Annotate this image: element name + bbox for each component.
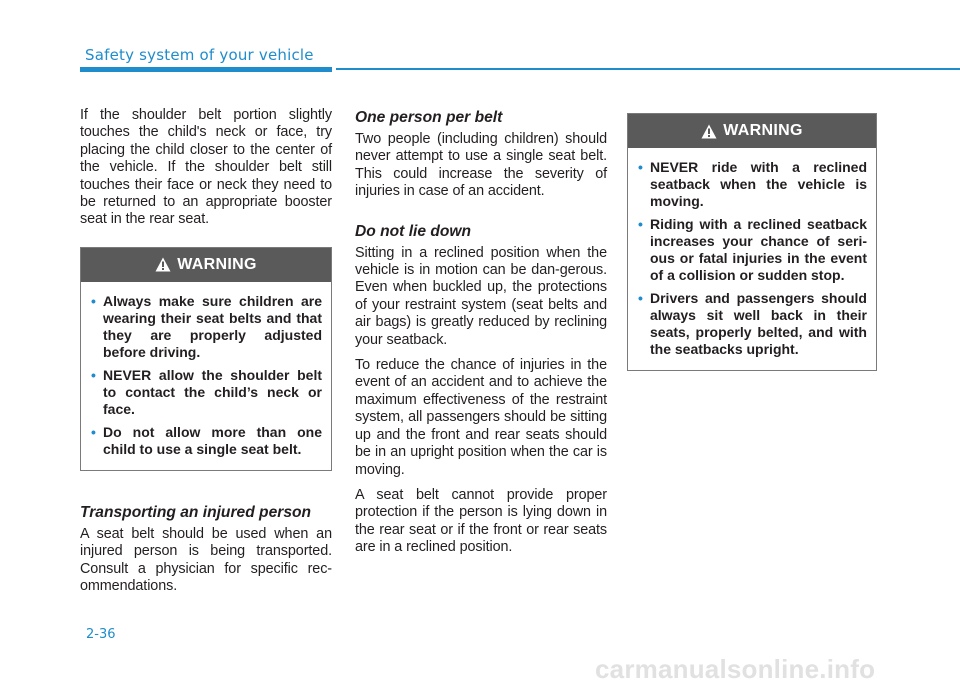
warning-item xyxy=(638,159,867,210)
header-rule-thin xyxy=(336,68,960,70)
warning-box-children xyxy=(80,247,332,471)
warning-item-text: Riding with a reclined seatback increases your chance of seri-ous or fatal injuries in the event of a collision or sudden stop. xyxy=(650,216,867,283)
warning-item-text: NEVER ride with a reclined seatback when the vehicle is moving. xyxy=(650,159,867,209)
bullet-icon: • xyxy=(91,292,96,309)
warning-triangle-icon xyxy=(155,257,171,272)
middle-column xyxy=(355,107,607,557)
warning-item xyxy=(638,290,867,358)
lie-down-paragraph-2: To reduce the chance of injuries in the event of an accident and to achieve the maximum effectiveness of the restraint system, all passengers should be sitting up and the front and rear seats should be in an upright position when the car is moving. xyxy=(355,357,607,478)
warning-item-text: NEVER allow the shoulder belt to contact the child’s neck or face. xyxy=(103,366,322,417)
watermark: carmanualsonline.info xyxy=(595,654,876,684)
warning-item-text: Drivers and passengers should always sit well back in their seats, properly belted, and with the seatbacks upright. xyxy=(650,290,867,357)
section-heading-one-person: One person per belt xyxy=(355,109,503,126)
intro-paragraph: If the shoulder belt portion slightly touches the child's neck or face, try placing the child closer to the center of the vehicle. If the shoulder belt still touches their face or neck they need to be returned to an appropriate booster seat in the rear seat. xyxy=(80,107,332,228)
warning-list xyxy=(628,148,876,370)
warning-header xyxy=(628,114,876,148)
warning-list xyxy=(81,282,331,470)
bullet-icon: • xyxy=(638,159,643,175)
lie-down-paragraph-1: Sitting in a reclined position when the vehicle is in motion can be dan-gerous. Even when buckled up, the protections of your restraint system (seat belts and air bags) is greatly reduced by reclining your seatback. xyxy=(355,244,607,348)
left-column xyxy=(80,107,332,595)
warning-item xyxy=(638,216,867,284)
section-heading-injured: Transporting an injured person xyxy=(80,503,312,521)
header-rule-thick xyxy=(80,67,332,72)
warning-header xyxy=(81,248,331,282)
warning-item xyxy=(91,293,322,361)
warning-title: WARNING xyxy=(723,122,803,139)
bullet-icon: • xyxy=(638,216,643,232)
warning-triangle-icon xyxy=(701,124,717,139)
warning-item-text: Do not allow more than one child to use a single seat belt. xyxy=(103,423,322,457)
bullet-icon: • xyxy=(638,290,643,306)
bullet-icon: • xyxy=(91,423,96,440)
warning-box-recline xyxy=(627,113,877,371)
right-column xyxy=(627,113,877,371)
warning-item-text: Always make sure children are wearing their seat belts and that they are properly adjusted before driving. xyxy=(103,292,322,360)
warning-item xyxy=(91,424,322,458)
bullet-icon: • xyxy=(91,366,96,383)
page-number: 2-36 xyxy=(86,627,116,642)
injured-paragraph: A seat belt should be used when an injured person is being transported. Consult a physician for specific rec-ommendations. xyxy=(80,525,332,595)
lie-down-paragraph-3: A seat belt cannot provide proper protection if the person is lying down in the rear seat or if the front or rear seats are in a reclined position. xyxy=(355,486,607,556)
section-heading-lie-down: Do not lie down xyxy=(355,222,472,240)
warning-item xyxy=(91,367,322,418)
one-person-paragraph: Two people (including children) should never attempt to use a single seat belt. This could increase the severity of injuries in case of an accident. xyxy=(355,131,607,200)
header-title: Safety system of your vehicle xyxy=(85,46,314,64)
warning-title: WARNING xyxy=(177,255,257,273)
